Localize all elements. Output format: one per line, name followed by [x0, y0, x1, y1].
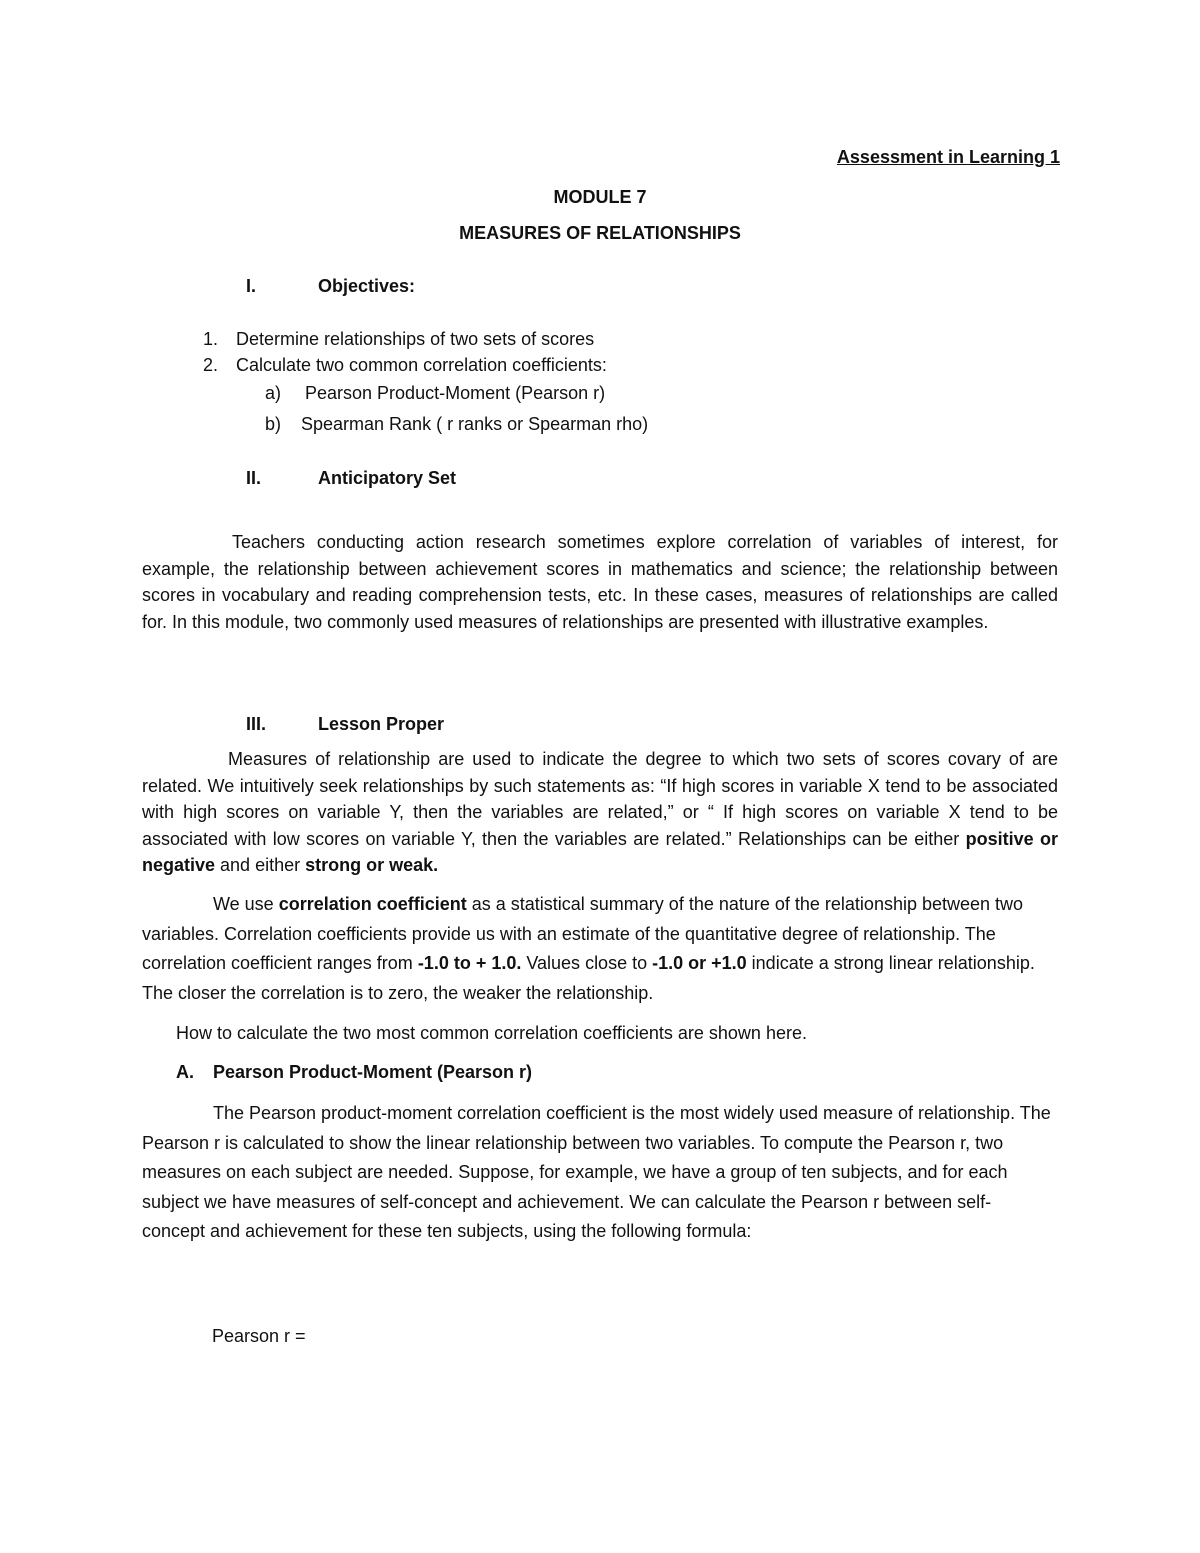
- subobjective-text: Pearson Product-Moment (Pearson r): [305, 383, 606, 403]
- course-title: Assessment in Learning 1: [836, 147, 1060, 167]
- module-title: MEASURES OF RELATIONSHIPS: [459, 223, 741, 243]
- lesson-text: Measures of relationship are used to indicate the degree to which two sets of scores covary of are related. We intuitively seek relationships by such statements as: “If high scores in variable X tend to be associated with high scores on variable Y, then the variables are related,” or “ If high scores on variable X tend to be associated with low scores on variable Y, then the variables are related.” Relationships can be either: [142, 749, 1058, 849]
- lesson-text: and either: [215, 855, 306, 875]
- objective-text: Determine relationships of two sets of scores: [236, 329, 595, 349]
- lesson-heading: Lesson Proper: [318, 714, 445, 734]
- lesson-text: We use: [213, 894, 279, 914]
- coefficient-extreme-values: -1.0 or +1.0: [652, 953, 747, 973]
- section-numeral-2: II.: [246, 468, 262, 488]
- correlation-coefficient-term: correlation coefficient: [278, 894, 467, 914]
- lesson-paragraph-1: [142, 746, 1058, 879]
- subsection-letter-a: A.: [176, 1062, 194, 1082]
- anticipatory-text: Teachers conducting action research sometimes explore correlation of variables of interest, for example, the relationship between achievement scores in mathematics and science; the relationship between scores in vocabulary and reading comprehension tests, etc. In these cases, measures of relationships are called for. In this module, two commonly used measures of relationships are presented with illustrative examples.: [142, 532, 1058, 632]
- objective-text: Calculate two common correlation coefficients:: [236, 355, 607, 375]
- lesson-text: Values close to: [521, 953, 653, 973]
- lesson-paragraph-2: [142, 890, 1058, 1008]
- lesson-positive-negative: positive or negative: [142, 828, 1058, 875]
- section-numeral-3: III.: [246, 714, 267, 734]
- subobjective-letter: a): [265, 383, 282, 403]
- pearson-formula-label: Pearson r =: [212, 1326, 306, 1346]
- pearson-text: The Pearson product-moment correlation coefficient is the most widely used measure of relationship. The Pearson r is calculated to show the linear relationship between two variables. To compute the Pearson r, two measures on each subject are needed. Suppose, for example, we have a group of ten subjects, and for each subject we have measures of self-concept and achievement. We can calculate the Pearson r between self-concept and achievement for these ten subjects, using the following formula:: [142, 1103, 1051, 1242]
- lesson-text: indicate a strong linear relationship. The closer the correlation is to zero, the weaker the relationship.: [142, 953, 1035, 1003]
- module-number: MODULE 7: [553, 187, 647, 207]
- lesson-paragraph-3: How to calculate the two most common correlation coefficients are shown here.: [176, 1023, 807, 1043]
- pearson-paragraph: [142, 1099, 1052, 1247]
- objective-number: 1.: [203, 329, 219, 349]
- objectives-heading: Objectives:: [318, 276, 416, 296]
- subobjective-letter: b): [265, 414, 282, 434]
- pearson-heading: Pearson Product-Moment (Pearson r): [213, 1062, 533, 1082]
- lesson-text: as a statistical summary of the nature of the relationship between two variables. Correlation coefficients provide us with an estimate of the quantitative degree of relationship. The correlation coefficient ranges from: [142, 894, 1024, 973]
- section-numeral-1: I.: [246, 276, 257, 296]
- anticipatory-heading: Anticipatory Set: [318, 468, 457, 488]
- lesson-strong-weak: strong or weak.: [305, 855, 439, 875]
- coefficient-range: -1.0 to + 1.0.: [417, 953, 522, 973]
- anticipatory-paragraph: [142, 529, 1058, 635]
- objective-number: 2.: [203, 355, 219, 375]
- subobjective-text: Spearman Rank ( r ranks or Spearman rho): [301, 414, 649, 434]
